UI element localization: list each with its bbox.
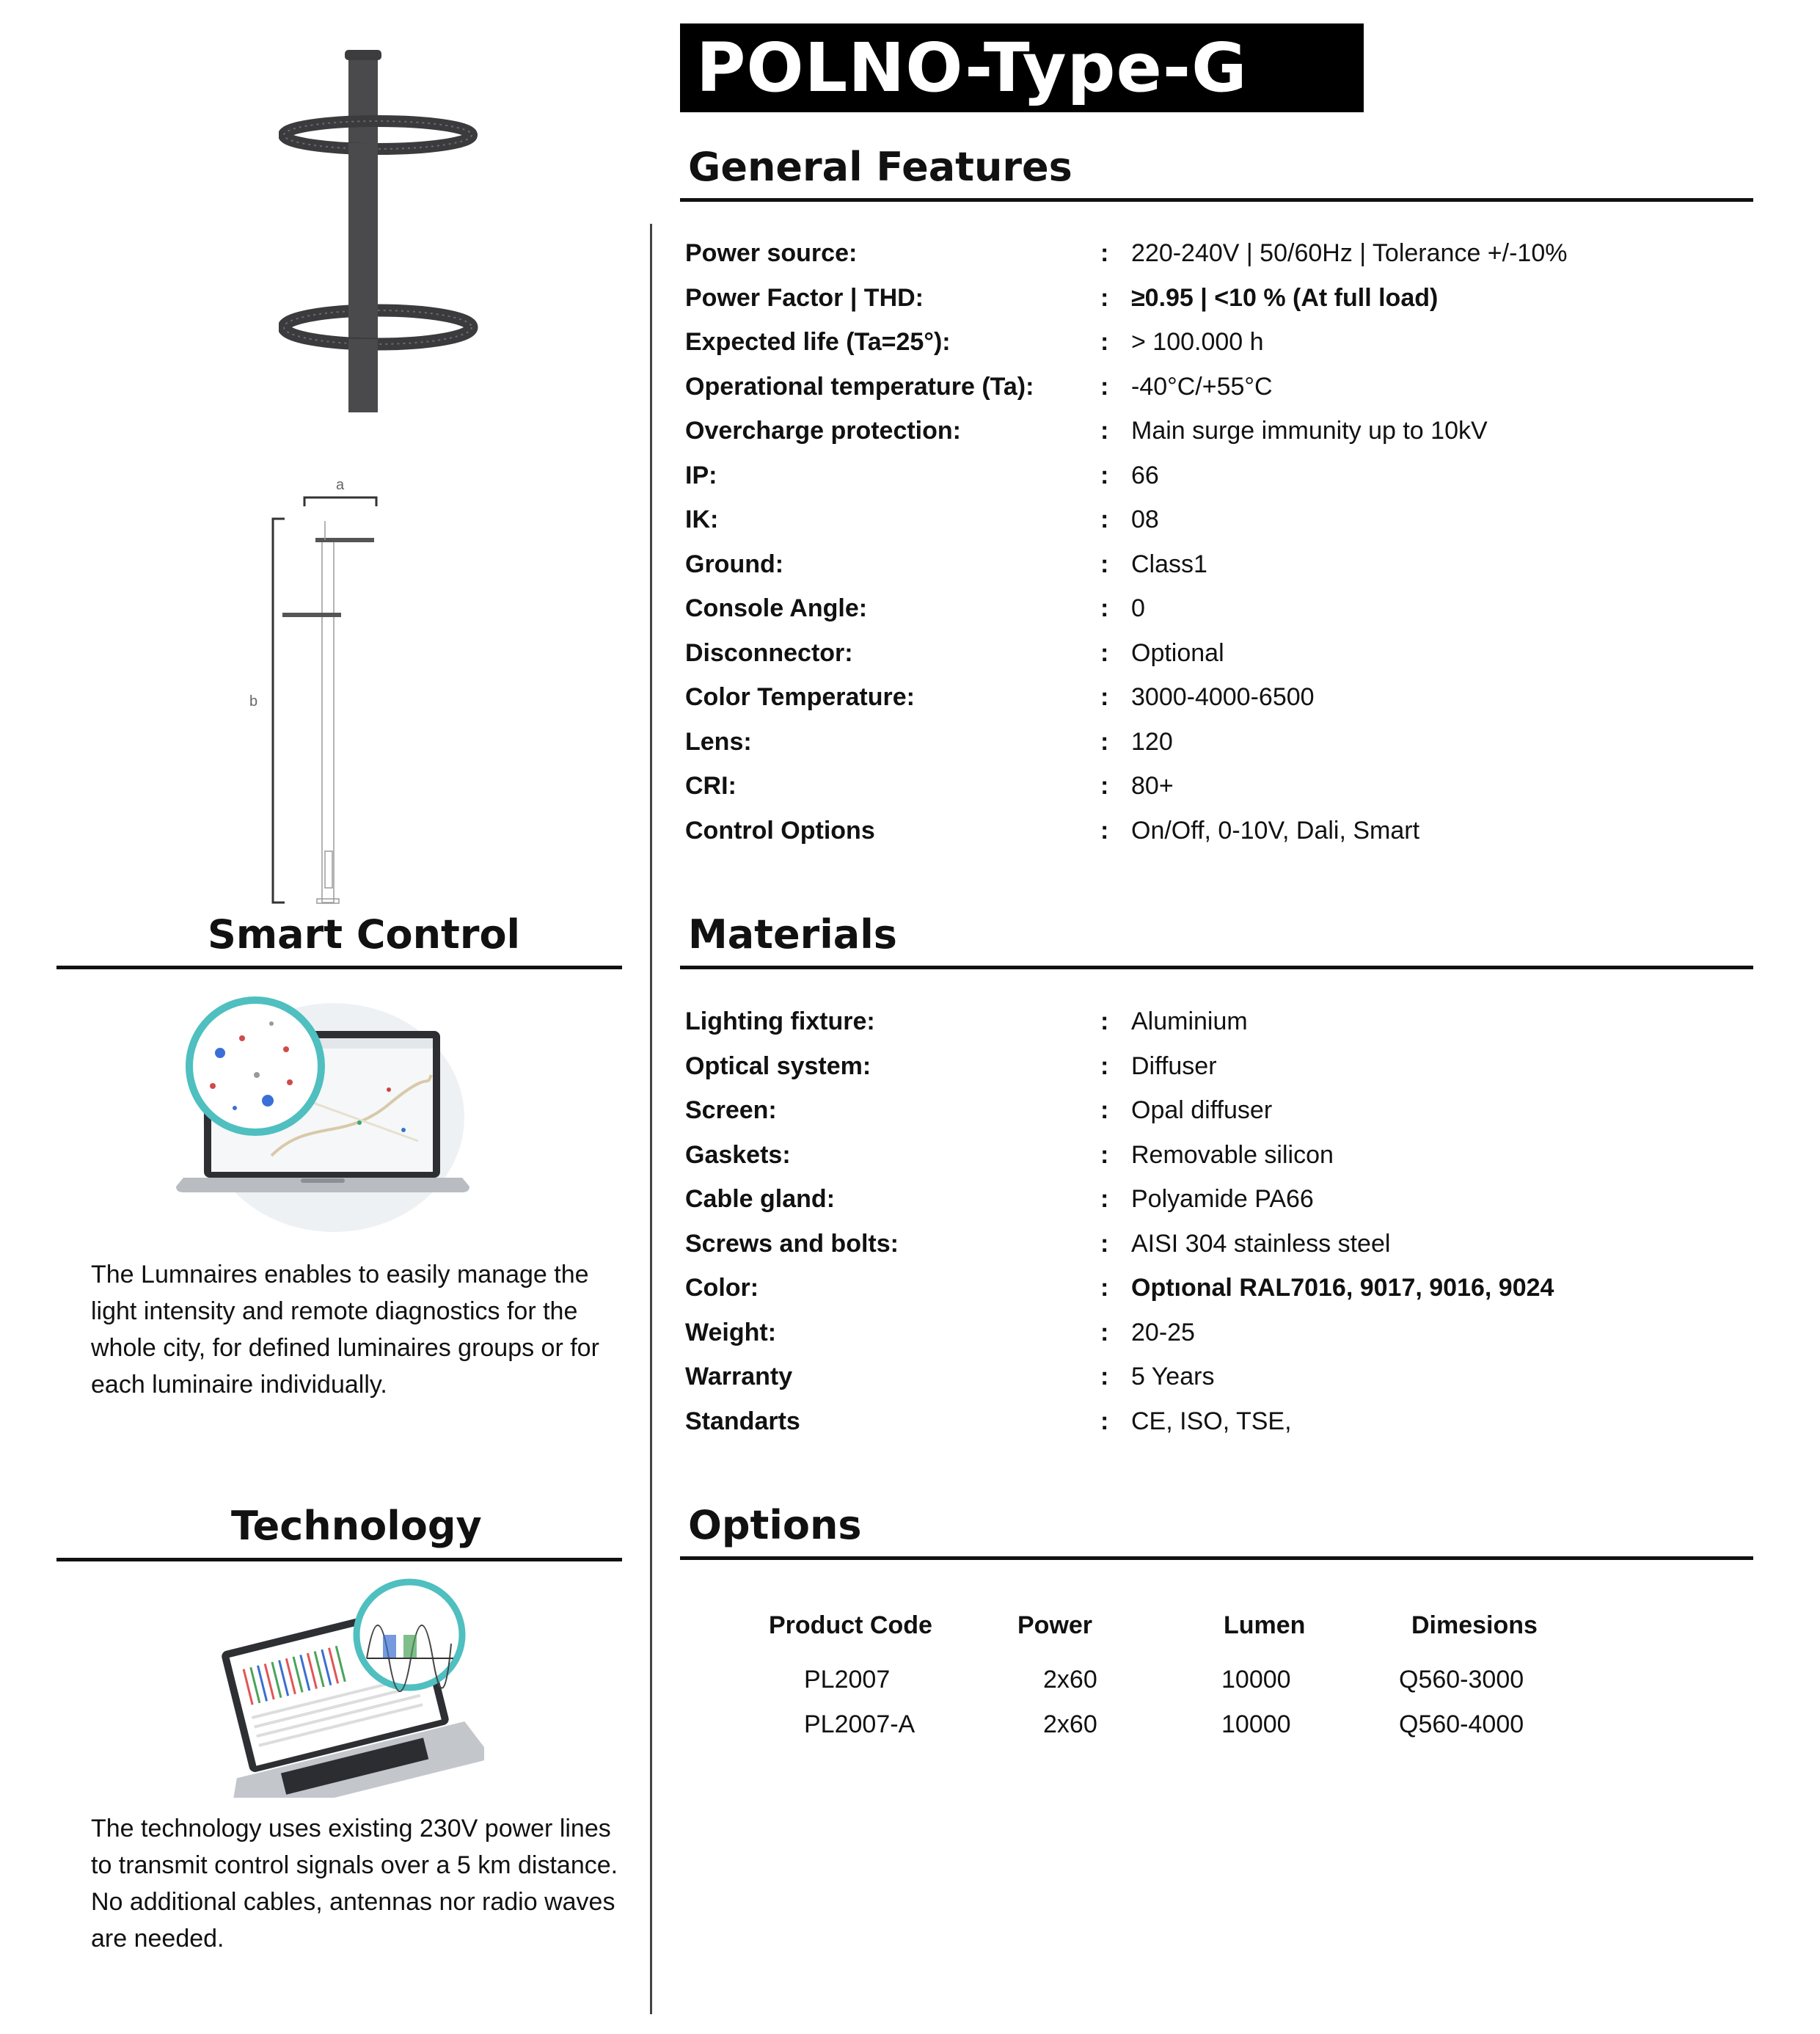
page-title: POLNO-Type-G — [680, 23, 1364, 112]
spec-row-lens: Lens: : 120 — [685, 727, 1173, 756]
spec-row-operational-temperature: Operational temperature (Ta): : -40°C/+55°C — [685, 372, 1273, 401]
spec-row-ground: Ground: : Class1 — [685, 550, 1207, 578]
material-row-color: Color: : Optıonal RAL7016, 9017, 9016, 9024 — [685, 1274, 1554, 1302]
options-rule — [680, 1556, 1753, 1560]
spec-row-disconnector: Disconnector: : Optional — [685, 638, 1224, 667]
smart-control-heading: Smart Control — [208, 911, 521, 958]
options-heading: Options — [688, 1502, 862, 1548]
options-cell: 2x60 — [1043, 1666, 1097, 1694]
technology-illustration — [220, 1578, 484, 1798]
material-row-lighting-fixture: Lighting fixture: : Aluminium — [685, 1007, 1248, 1035]
options-cell: 10000 — [1221, 1666, 1291, 1694]
spec-row-cri: CRI: : 80+ — [685, 772, 1174, 800]
spec-row-overcharge-protection: Overcharge protection: : Main surge immunity up to 10kV — [685, 417, 1488, 445]
material-row-warranty: Warranty : 5 Years — [685, 1363, 1215, 1390]
material-row-weight: Weight: : 20-25 — [685, 1318, 1195, 1346]
material-row-cable-gland: Cable gland: : Polyamide PA66 — [685, 1185, 1314, 1213]
options-header-power: Power — [1017, 1611, 1093, 1639]
material-row-gaskets: Gaskets: : Removable silicon — [685, 1140, 1334, 1169]
general-features-list — [685, 231, 1786, 853]
spec-row-color-temperature: Color Temperature: : 3000-4000-6500 — [685, 683, 1315, 711]
options-cell: Q560-4000 — [1399, 1710, 1524, 1738]
dimension-label-a: a — [336, 477, 345, 493]
smart-control-illustration — [169, 994, 484, 1236]
options-header-product-code: Product Code — [769, 1611, 932, 1639]
materials-rule — [680, 966, 1753, 969]
technology-description: The technology uses existing 230V power lines to transmit control signals over a 5 km distance. No additional cables, antennas nor radio waves are needed. — [91, 1815, 618, 1953]
material-row-optical-system: Optical system: : Diffuser — [685, 1051, 1217, 1080]
spec-row-ik: IK: : 08 — [685, 506, 1159, 533]
options-header-lumen: Lumen — [1224, 1611, 1306, 1639]
general-features-rule — [680, 198, 1753, 202]
material-row-screws-bolts: Screws and bolts: : AISI 304 stainless steel — [685, 1229, 1391, 1258]
spec-row-power-source: Power source: : 220-240V | 50/60Hz | Tolerance +/-10% — [685, 239, 1568, 267]
materials-list — [685, 999, 1786, 1443]
general-features-heading: General Features — [688, 144, 1072, 190]
product-image — [279, 44, 514, 418]
materials-heading: Materials — [688, 911, 897, 958]
technology-rule — [56, 1558, 622, 1561]
options-cell: PL2007-A — [804, 1710, 916, 1738]
spec-row-control-options: Control Options : On/Off, 0-10V, Dali, Smart — [685, 816, 1420, 845]
column-divider — [650, 224, 652, 2014]
spec-row-power-factor: Power Factor | THD: : ≥0.95 | <10 % (At full load) — [685, 283, 1439, 312]
dimension-label-b: b — [249, 693, 258, 710]
options-header-dimesions: Dimesions — [1411, 1611, 1538, 1639]
spec-row-expected-life: Expected life (Ta=25°): : > 100.000 h — [685, 328, 1264, 356]
options-cell: PL2007 — [804, 1666, 891, 1694]
material-row-screen: Screen: : Opal diffuser — [685, 1096, 1273, 1124]
technology-heading: Technology — [231, 1503, 482, 1549]
smart-control-description: The Lumnaires enables to easily manage the light intensity and remote diagnostics for the whole city, for defined luminaires groups or for each luminaire individually. — [91, 1261, 599, 1399]
spec-row-console-angle: Console Angle: : 0 — [685, 594, 1145, 622]
options-cell: Q560-3000 — [1399, 1666, 1524, 1694]
smart-control-rule — [56, 966, 622, 969]
spec-row-ip: IP: : 66 — [685, 461, 1159, 489]
material-row-standarts: Standarts : CE, ISO, TSE, — [685, 1407, 1292, 1435]
options-cell: 10000 — [1221, 1710, 1291, 1738]
options-cell: 2x60 — [1043, 1710, 1097, 1738]
